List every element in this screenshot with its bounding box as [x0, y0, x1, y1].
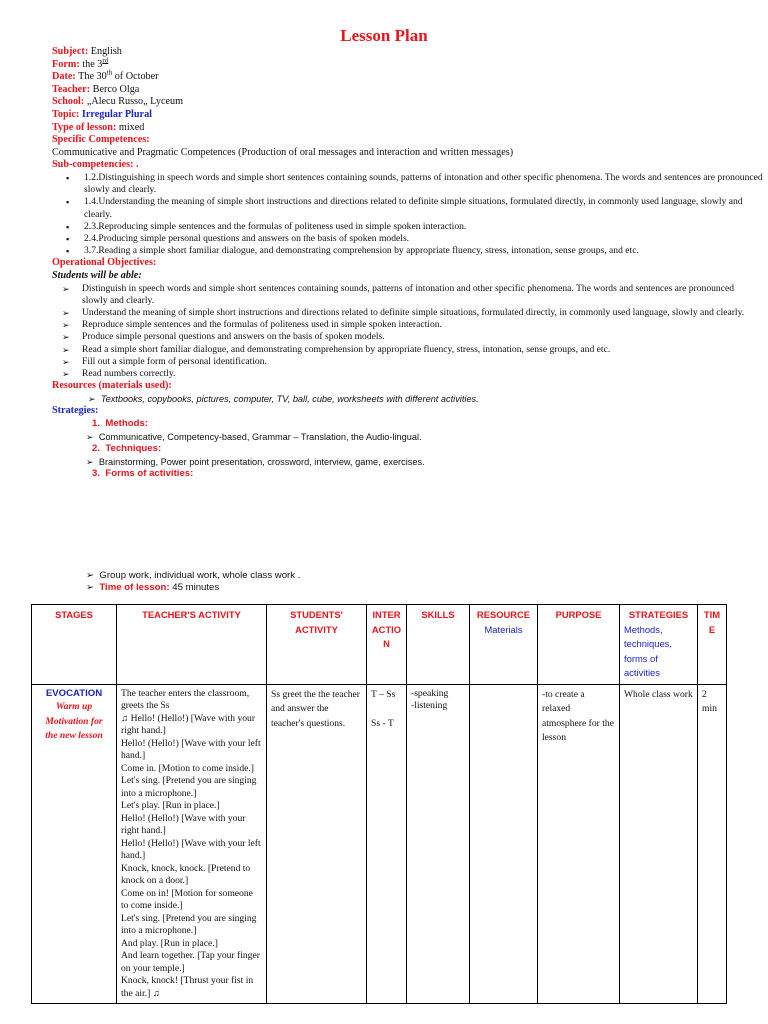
resources-text: ➢ Textbooks, copybooks, pictures, computer, TV, ball, cube, worksheets with different activities.	[52, 393, 768, 406]
cell-purpose: -to create a relaxed atmosphere for the lesson	[538, 684, 620, 1004]
list-item: ➢ Fill out a simple form of personal identification.	[52, 356, 758, 368]
cell-interaction: T – Ss Ss - T	[367, 684, 407, 1004]
list-item: ➢ Reproduce simple sentences and the formulas of politeness used in simple spoken interaction.	[52, 319, 758, 331]
list-item: ▪ 2.3.Reproducing simple sentences and the formulas of politeness used in simple spoken interaction.	[52, 221, 768, 233]
specific-competences-label: Specific Competences:	[52, 134, 150, 146]
methods-heading: 1. Methods:	[92, 417, 148, 429]
list-item: ▪ 2.4.Producing simple personal questions and answers on the basis of spoken models.	[52, 233, 768, 245]
cell-strategies: Whole class work	[620, 684, 698, 1004]
cell-skills: -speaking -listening	[407, 684, 470, 1004]
cell-time: 2 min	[698, 684, 727, 1004]
header-purpose: PURPOSE	[538, 605, 620, 685]
forms-heading: 3. Forms of activities:	[92, 468, 194, 480]
date-row: Date: The 30th of October	[52, 68, 159, 83]
header-time: TIM E	[698, 605, 727, 685]
methods-text: ➢ Communicative, Competency-based, Grammar – Translation, the Audio-lingual.	[52, 431, 768, 444]
header-resource: RESOURCE Materials	[470, 605, 538, 685]
list-item: ▪ 1.2.Distinguishing in speech words and simple short sentences containing sounds, patterns of intonation and other specific phenomena. The words and sentences are pronounced slowly and clearly.	[52, 172, 768, 196]
header-teacher-activity: TEACHER'S ACTIVITY	[117, 605, 267, 685]
page-title: Lesson Plan	[340, 26, 428, 45]
form-row: Form: the 3rd	[52, 56, 109, 70]
lesson-type-row: Type of lesson: mixed	[52, 121, 145, 133]
lesson-meta	[52, 46, 768, 481]
lesson-table	[31, 604, 727, 1004]
topic-row: Topic: Irregular Plural	[52, 108, 153, 120]
sub-competencies-list	[52, 172, 768, 257]
subject-row: Subject: English	[52, 46, 122, 57]
header-interaction: INTER ACTIO N	[367, 605, 407, 685]
resources-label: Resources (materials used):	[52, 380, 172, 392]
cell-stage: EVOCATION Warm up Motivation for the new lesson	[32, 684, 117, 1004]
list-item: ➢ Distinguish in speech words and simple short sentences containing sounds, patterns of intonation and other specific phenomena. The words and sentences are pronounced slowly and clearly.	[52, 283, 758, 307]
list-item: ▪ 1.4.Understanding the meaning of simple short instructions and directions related to definite simple situations, formulated directly, in commonly used language, slowly and clearly.	[52, 196, 768, 220]
header-skills: SKILLS	[407, 605, 470, 685]
teacher-row: Teacher: Berco Olga	[52, 83, 140, 95]
list-item: ➢ Understand the meaning of simple short instructions and directions related to definite simple situations, formulated directly, in commonly used language, slowly and clearly.	[52, 307, 758, 319]
forms-text: ➢ Group work, individual work, whole class work .	[52, 570, 300, 582]
cell-teacher-activity: The teacher enters the classroom, greets the Ss ♫ Hello! (Hello!) [Wave with your right hand.] Hello! (Hello!) [Wave with your left hand.] Come in. [Motion to come inside.] Let's sing. [Pretend you are singing into a microphone.] Let's play. [Run in place.] Hello! (Hello!) [Wave with your right hand.] Hello! (Hello!) [Wave with your left hand.] Knock, knock, knock. [Pretend to knock on a door.] Come on in! [Motion for someone to come inside.] Let's sing. [Pretend you are singing into a microphone.] And play. [Run in place.] And learn together. [Tap your finger on your temple.] Knock, knock! [Thrust your fist in the air.] ♫	[117, 684, 267, 1004]
time-row: ➢ Time of lesson: 45 minutes	[52, 582, 300, 594]
table-row	[32, 684, 727, 1004]
forms-and-time	[52, 570, 300, 595]
techniques-heading: 2. Techniques:	[92, 443, 162, 455]
students-able-label: Students will be able:	[52, 269, 142, 281]
list-item: ➢ Read numbers correctly.	[52, 368, 758, 380]
techniques-text: ➢ Brainstorming, Power point presentation, crossword, interview, game, exercises.	[52, 456, 768, 469]
strategies-label: Strategies:	[52, 405, 99, 417]
list-item: ▪ 3.7.Reading a simple short familiar dialogue, and demonstrating comprehension by appropriate fluency, stress, intonation, sense groups, and etc.	[52, 245, 768, 257]
school-row: School: „Alecu Russo„ Lyceum	[52, 96, 184, 108]
sub-competencies-label: Sub-competencies: .	[52, 159, 139, 171]
objectives-label: Operational Objectives:	[52, 257, 157, 269]
specific-competences-text: Communicative and Pragmatic Competences (Production of oral messages and interaction and written messages)	[52, 146, 514, 158]
table-header-row	[32, 605, 727, 685]
objectives-list	[52, 283, 768, 381]
list-item: ➢ Read a simple short familiar dialogue, and demonstrating comprehension by appropriate fluency, stress, intonation, sense groups, and etc.	[52, 344, 758, 356]
header-students-activity: STUDENTS' ACTIVITY	[267, 605, 367, 685]
header-strategies: STRATEGIES Methods, techniques, forms of activities	[620, 605, 698, 685]
cell-resource	[470, 684, 538, 1004]
list-item: ➢ Produce simple personal questions and answers on the basis of spoken models.	[52, 331, 758, 343]
header-stages: STAGES	[32, 605, 117, 685]
cell-students-activity: Ss greet the the teacher and answer the teacher's questions.	[267, 684, 367, 1004]
